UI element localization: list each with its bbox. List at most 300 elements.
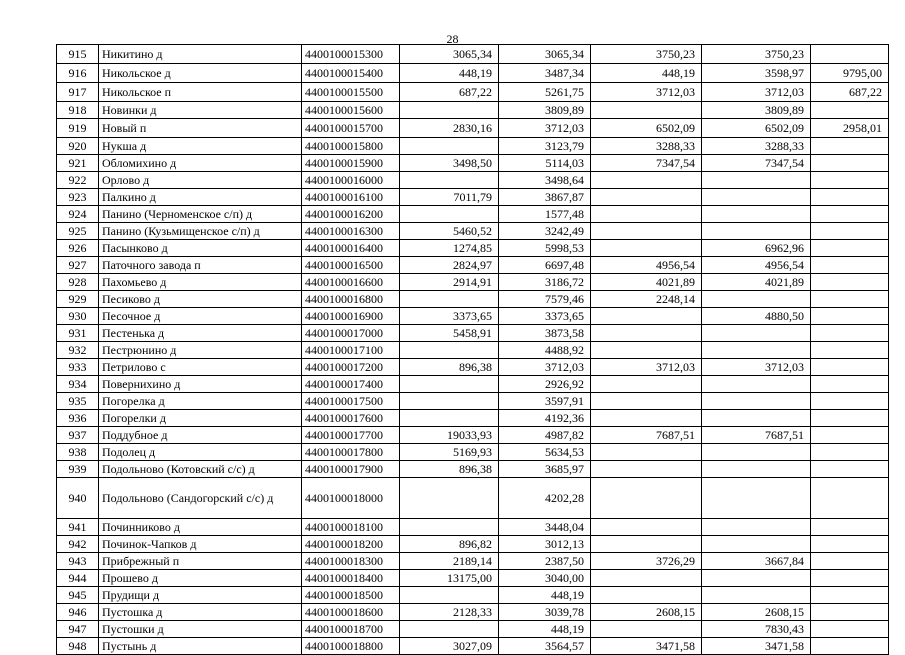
- value-2-cell: 448,19: [499, 621, 591, 638]
- value-1-cell: 896,38: [400, 461, 499, 478]
- row-number-cell: 939: [57, 461, 99, 478]
- value-3-cell: [591, 587, 702, 604]
- row-number-cell: 922: [57, 172, 99, 189]
- value-3-cell: [591, 308, 702, 325]
- value-2-cell: 3448,04: [499, 519, 591, 536]
- value-4-cell: 4956,54: [702, 257, 811, 274]
- value-5-cell: [811, 604, 889, 621]
- value-1-cell: [400, 206, 499, 223]
- value-1-cell: [400, 342, 499, 359]
- code-cell: 4400100017700: [302, 427, 400, 444]
- table-row: [57, 342, 889, 359]
- value-3-cell: 3750,23: [591, 45, 702, 64]
- settlement-name-cell: Прибрежный п: [99, 553, 302, 570]
- row-number-cell: 946: [57, 604, 99, 621]
- value-1-cell: 5458,91: [400, 325, 499, 342]
- settlement-name-cell: Пасынково д: [99, 240, 302, 257]
- table-body: [57, 45, 889, 655]
- value-4-cell: [702, 478, 811, 519]
- settlement-name-cell: Новинки д: [99, 102, 302, 119]
- table-row: [57, 119, 889, 138]
- row-number-cell: 930: [57, 308, 99, 325]
- page-number: 28: [446, 32, 459, 46]
- value-5-cell: [811, 444, 889, 461]
- value-1-cell: 3373,65: [400, 308, 499, 325]
- value-2-cell: 2387,50: [499, 553, 591, 570]
- value-5-cell: [811, 206, 889, 223]
- value-3-cell: 3726,29: [591, 553, 702, 570]
- row-number-cell: 933: [57, 359, 99, 376]
- value-2-cell: 2926,92: [499, 376, 591, 393]
- table-row: [57, 223, 889, 240]
- value-3-cell: 2608,15: [591, 604, 702, 621]
- row-number-cell: 918: [57, 102, 99, 119]
- value-4-cell: 3712,03: [702, 359, 811, 376]
- value-5-cell: [811, 376, 889, 393]
- code-cell: 4400100016900: [302, 308, 400, 325]
- value-5-cell: [811, 342, 889, 359]
- code-cell: 4400100017200: [302, 359, 400, 376]
- value-1-cell: 5169,93: [400, 444, 499, 461]
- table-row: [57, 274, 889, 291]
- value-5-cell: [811, 570, 889, 587]
- value-1-cell: 2824,97: [400, 257, 499, 274]
- value-3-cell: 4021,89: [591, 274, 702, 291]
- value-1-cell: 19033,93: [400, 427, 499, 444]
- value-4-cell: 7687,51: [702, 427, 811, 444]
- row-number-cell: 920: [57, 138, 99, 155]
- row-number-cell: 938: [57, 444, 99, 461]
- value-2-cell: 448,19: [499, 587, 591, 604]
- settlement-name-cell: Никольское д: [99, 64, 302, 83]
- value-2-cell: 4987,82: [499, 427, 591, 444]
- value-3-cell: [591, 325, 702, 342]
- value-4-cell: 3809,89: [702, 102, 811, 119]
- value-2-cell: 3039,78: [499, 604, 591, 621]
- value-2-cell: 6697,48: [499, 257, 591, 274]
- settlement-name-cell: Пестрюнино д: [99, 342, 302, 359]
- value-1-cell: 448,19: [400, 64, 499, 83]
- value-4-cell: [702, 587, 811, 604]
- value-3-cell: 4956,54: [591, 257, 702, 274]
- value-4-cell: 3712,03: [702, 83, 811, 102]
- value-4-cell: 3288,33: [702, 138, 811, 155]
- row-number-cell: 924: [57, 206, 99, 223]
- value-5-cell: [811, 172, 889, 189]
- code-cell: 4400100018400: [302, 570, 400, 587]
- code-cell: 4400100016400: [302, 240, 400, 257]
- table-row: [57, 359, 889, 376]
- table-row: [57, 638, 889, 655]
- row-number-cell: 948: [57, 638, 99, 655]
- table-row: [57, 604, 889, 621]
- value-2-cell: 5261,75: [499, 83, 591, 102]
- value-4-cell: 4880,50: [702, 308, 811, 325]
- settlement-name-cell: Обломихино д: [99, 155, 302, 172]
- value-5-cell: 687,22: [811, 83, 889, 102]
- settlement-name-cell: Починок-Чапков д: [99, 536, 302, 553]
- value-5-cell: [811, 155, 889, 172]
- code-cell: 4400100016200: [302, 206, 400, 223]
- table-row: [57, 172, 889, 189]
- row-number-cell: 917: [57, 83, 99, 102]
- value-3-cell: 3712,03: [591, 359, 702, 376]
- settlement-name-cell: Нукша д: [99, 138, 302, 155]
- code-cell: 4400100016000: [302, 172, 400, 189]
- value-2-cell: 4488,92: [499, 342, 591, 359]
- value-2-cell: 4192,36: [499, 410, 591, 427]
- settlement-name-cell: Паточного завода п: [99, 257, 302, 274]
- row-number-cell: 941: [57, 519, 99, 536]
- value-5-cell: [811, 621, 889, 638]
- row-number-cell: 928: [57, 274, 99, 291]
- value-1-cell: 896,82: [400, 536, 499, 553]
- value-4-cell: [702, 206, 811, 223]
- value-1-cell: 2189,14: [400, 553, 499, 570]
- table-row: [57, 410, 889, 427]
- code-cell: 4400100015300: [302, 45, 400, 64]
- value-2-cell: 3012,13: [499, 536, 591, 553]
- value-2-cell: 3123,79: [499, 138, 591, 155]
- row-number-cell: 944: [57, 570, 99, 587]
- value-5-cell: [811, 308, 889, 325]
- code-cell: 4400100018500: [302, 587, 400, 604]
- value-4-cell: [702, 444, 811, 461]
- value-2-cell: 5998,53: [499, 240, 591, 257]
- code-cell: 4400100017900: [302, 461, 400, 478]
- settlement-name-cell: Пустошки д: [99, 621, 302, 638]
- value-3-cell: [591, 393, 702, 410]
- value-5-cell: [811, 274, 889, 291]
- table-row: [57, 536, 889, 553]
- value-5-cell: [811, 478, 889, 519]
- value-2-cell: 3873,58: [499, 325, 591, 342]
- value-2-cell: 1577,48: [499, 206, 591, 223]
- table-row: [57, 83, 889, 102]
- table-row: [57, 621, 889, 638]
- value-1-cell: [400, 138, 499, 155]
- value-1-cell: [400, 393, 499, 410]
- value-2-cell: 3242,49: [499, 223, 591, 240]
- value-1-cell: 687,22: [400, 83, 499, 102]
- value-5-cell: [811, 587, 889, 604]
- code-cell: 4400100017100: [302, 342, 400, 359]
- value-4-cell: [702, 342, 811, 359]
- row-number-cell: 925: [57, 223, 99, 240]
- value-5-cell: [811, 536, 889, 553]
- value-1-cell: [400, 519, 499, 536]
- value-2-cell: 4202,28: [499, 478, 591, 519]
- value-4-cell: [702, 325, 811, 342]
- value-3-cell: [591, 536, 702, 553]
- table-row: [57, 444, 889, 461]
- table-row: [57, 257, 889, 274]
- value-2-cell: 3809,89: [499, 102, 591, 119]
- settlement-name-cell: Подолец д: [99, 444, 302, 461]
- row-number-cell: 926: [57, 240, 99, 257]
- table-row: [57, 64, 889, 83]
- value-3-cell: [591, 570, 702, 587]
- table-row: [57, 291, 889, 308]
- settlement-name-cell: Песочное д: [99, 308, 302, 325]
- table-row: [57, 553, 889, 570]
- value-4-cell: 6962,96: [702, 240, 811, 257]
- value-4-cell: [702, 291, 811, 308]
- value-5-cell: 2958,01: [811, 119, 889, 138]
- value-4-cell: 3667,84: [702, 553, 811, 570]
- value-1-cell: 2128,33: [400, 604, 499, 621]
- table-row: [57, 206, 889, 223]
- table-row: [57, 102, 889, 119]
- value-4-cell: [702, 570, 811, 587]
- value-1-cell: 2914,91: [400, 274, 499, 291]
- settlement-name-cell: Орлово д: [99, 172, 302, 189]
- value-1-cell: 2830,16: [400, 119, 499, 138]
- table-row: [57, 478, 889, 519]
- value-5-cell: [811, 410, 889, 427]
- data-table: [56, 44, 889, 655]
- code-cell: 4400100015800: [302, 138, 400, 155]
- value-2-cell: 7579,46: [499, 291, 591, 308]
- code-cell: 4400100018800: [302, 638, 400, 655]
- table-row: [57, 240, 889, 257]
- settlement-name-cell: Подольново (Котовский с/с) д: [99, 461, 302, 478]
- value-5-cell: [811, 240, 889, 257]
- settlement-name-cell: Подольново (Сандогорский с/с) д: [99, 478, 302, 519]
- table-row: [57, 189, 889, 206]
- value-3-cell: 2248,14: [591, 291, 702, 308]
- value-5-cell: [811, 461, 889, 478]
- value-2-cell: 3712,03: [499, 119, 591, 138]
- table-row: [57, 570, 889, 587]
- settlement-name-cell: Прошево д: [99, 570, 302, 587]
- value-4-cell: 2608,15: [702, 604, 811, 621]
- table-row: [57, 519, 889, 536]
- value-4-cell: 7347,54: [702, 155, 811, 172]
- value-1-cell: [400, 621, 499, 638]
- code-cell: 4400100018000: [302, 478, 400, 519]
- row-number-cell: 936: [57, 410, 99, 427]
- row-number-cell: 916: [57, 64, 99, 83]
- settlement-name-cell: Песиково д: [99, 291, 302, 308]
- row-number-cell: 919: [57, 119, 99, 138]
- value-2-cell: 5114,03: [499, 155, 591, 172]
- value-1-cell: [400, 410, 499, 427]
- row-number-cell: 915: [57, 45, 99, 64]
- settlement-name-cell: Повернихино д: [99, 376, 302, 393]
- value-5-cell: [811, 45, 889, 64]
- value-4-cell: [702, 376, 811, 393]
- value-1-cell: [400, 587, 499, 604]
- value-2-cell: 3065,34: [499, 45, 591, 64]
- value-4-cell: 4021,89: [702, 274, 811, 291]
- value-1-cell: 3065,34: [400, 45, 499, 64]
- value-4-cell: 7830,43: [702, 621, 811, 638]
- value-5-cell: [811, 138, 889, 155]
- value-2-cell: 3685,97: [499, 461, 591, 478]
- value-4-cell: 3598,97: [702, 64, 811, 83]
- code-cell: 4400100017500: [302, 393, 400, 410]
- value-1-cell: 1274,85: [400, 240, 499, 257]
- value-5-cell: [811, 325, 889, 342]
- code-cell: 4400100016300: [302, 223, 400, 240]
- value-1-cell: 3027,09: [400, 638, 499, 655]
- value-2-cell: 3487,34: [499, 64, 591, 83]
- row-number-cell: 935: [57, 393, 99, 410]
- row-number-cell: 929: [57, 291, 99, 308]
- settlement-name-cell: Петрилово с: [99, 359, 302, 376]
- settlement-name-cell: Прудищи д: [99, 587, 302, 604]
- table-row: [57, 138, 889, 155]
- value-3-cell: 7687,51: [591, 427, 702, 444]
- value-4-cell: [702, 536, 811, 553]
- code-cell: 4400100018300: [302, 553, 400, 570]
- value-3-cell: 3288,33: [591, 138, 702, 155]
- value-2-cell: 5634,53: [499, 444, 591, 461]
- value-1-cell: [400, 376, 499, 393]
- code-cell: 4400100018600: [302, 604, 400, 621]
- value-4-cell: [702, 410, 811, 427]
- value-4-cell: 3471,58: [702, 638, 811, 655]
- value-3-cell: [591, 172, 702, 189]
- code-cell: 4400100015400: [302, 64, 400, 83]
- settlement-name-cell: Никитино д: [99, 45, 302, 64]
- code-cell: 4400100015900: [302, 155, 400, 172]
- value-5-cell: [811, 638, 889, 655]
- settlement-name-cell: Пустынь д: [99, 638, 302, 655]
- settlement-name-cell: Поддубное д: [99, 427, 302, 444]
- value-3-cell: [591, 376, 702, 393]
- settlement-name-cell: Починниково д: [99, 519, 302, 536]
- value-3-cell: [591, 342, 702, 359]
- value-1-cell: [400, 291, 499, 308]
- table-row: [57, 325, 889, 342]
- value-3-cell: [591, 189, 702, 206]
- code-cell: 4400100018200: [302, 536, 400, 553]
- code-cell: 4400100018700: [302, 621, 400, 638]
- code-cell: 4400100017400: [302, 376, 400, 393]
- value-1-cell: 5460,52: [400, 223, 499, 240]
- value-2-cell: 3040,00: [499, 570, 591, 587]
- table-row: [57, 587, 889, 604]
- settlement-name-cell: Никольское п: [99, 83, 302, 102]
- code-cell: 4400100015500: [302, 83, 400, 102]
- code-cell: 4400100018100: [302, 519, 400, 536]
- value-3-cell: [591, 461, 702, 478]
- value-1-cell: 896,38: [400, 359, 499, 376]
- value-5-cell: [811, 519, 889, 536]
- code-cell: 4400100017800: [302, 444, 400, 461]
- code-cell: 4400100017600: [302, 410, 400, 427]
- value-5-cell: [811, 359, 889, 376]
- value-5-cell: 9795,00: [811, 64, 889, 83]
- value-3-cell: [591, 478, 702, 519]
- value-3-cell: [591, 519, 702, 536]
- value-1-cell: [400, 102, 499, 119]
- value-2-cell: 3498,64: [499, 172, 591, 189]
- value-3-cell: 448,19: [591, 64, 702, 83]
- value-5-cell: [811, 393, 889, 410]
- settlement-name-cell: Панино (Кузьмищенское с/п) д: [99, 223, 302, 240]
- row-number-cell: 947: [57, 621, 99, 638]
- settlement-name-cell: Новый п: [99, 119, 302, 138]
- value-4-cell: [702, 519, 811, 536]
- value-3-cell: 3471,58: [591, 638, 702, 655]
- value-3-cell: 7347,54: [591, 155, 702, 172]
- value-5-cell: [811, 427, 889, 444]
- value-5-cell: [811, 257, 889, 274]
- settlement-name-cell: Пестенька д: [99, 325, 302, 342]
- row-number-cell: 945: [57, 587, 99, 604]
- code-cell: 4400100017000: [302, 325, 400, 342]
- value-2-cell: 3867,87: [499, 189, 591, 206]
- value-1-cell: [400, 172, 499, 189]
- value-2-cell: 3564,57: [499, 638, 591, 655]
- row-number-cell: 927: [57, 257, 99, 274]
- value-1-cell: 7011,79: [400, 189, 499, 206]
- value-5-cell: [811, 189, 889, 206]
- value-1-cell: 13175,00: [400, 570, 499, 587]
- value-2-cell: 3712,03: [499, 359, 591, 376]
- value-3-cell: [591, 223, 702, 240]
- row-number-cell: 934: [57, 376, 99, 393]
- value-4-cell: [702, 393, 811, 410]
- row-number-cell: 943: [57, 553, 99, 570]
- row-number-cell: 931: [57, 325, 99, 342]
- settlement-name-cell: Пустошка д: [99, 604, 302, 621]
- row-number-cell: 937: [57, 427, 99, 444]
- value-1-cell: [400, 478, 499, 519]
- row-number-cell: 921: [57, 155, 99, 172]
- value-5-cell: [811, 102, 889, 119]
- code-cell: 4400100015600: [302, 102, 400, 119]
- code-cell: 4400100016500: [302, 257, 400, 274]
- value-2-cell: 3597,91: [499, 393, 591, 410]
- value-3-cell: [591, 102, 702, 119]
- table-row: [57, 308, 889, 325]
- row-number-cell: 932: [57, 342, 99, 359]
- value-3-cell: [591, 621, 702, 638]
- code-cell: 4400100016800: [302, 291, 400, 308]
- value-4-cell: 3750,23: [702, 45, 811, 64]
- value-3-cell: 3712,03: [591, 83, 702, 102]
- row-number-cell: 923: [57, 189, 99, 206]
- value-1-cell: 3498,50: [400, 155, 499, 172]
- table-row: [57, 45, 889, 64]
- settlement-name-cell: Пахомьево д: [99, 274, 302, 291]
- value-4-cell: [702, 172, 811, 189]
- table-row: [57, 427, 889, 444]
- settlement-name-cell: Панино (Черноменское с/п) д: [99, 206, 302, 223]
- value-4-cell: [702, 223, 811, 240]
- value-5-cell: [811, 223, 889, 240]
- row-number-cell: 942: [57, 536, 99, 553]
- value-5-cell: [811, 291, 889, 308]
- value-3-cell: 6502,09: [591, 119, 702, 138]
- row-number-cell: 940: [57, 478, 99, 519]
- code-cell: 4400100016600: [302, 274, 400, 291]
- value-4-cell: [702, 189, 811, 206]
- code-cell: 4400100015700: [302, 119, 400, 138]
- code-cell: 4400100016100: [302, 189, 400, 206]
- value-5-cell: [811, 553, 889, 570]
- settlement-name-cell: Погорелки д: [99, 410, 302, 427]
- table-row: [57, 376, 889, 393]
- value-3-cell: [591, 240, 702, 257]
- value-3-cell: [591, 206, 702, 223]
- value-4-cell: 6502,09: [702, 119, 811, 138]
- value-3-cell: [591, 410, 702, 427]
